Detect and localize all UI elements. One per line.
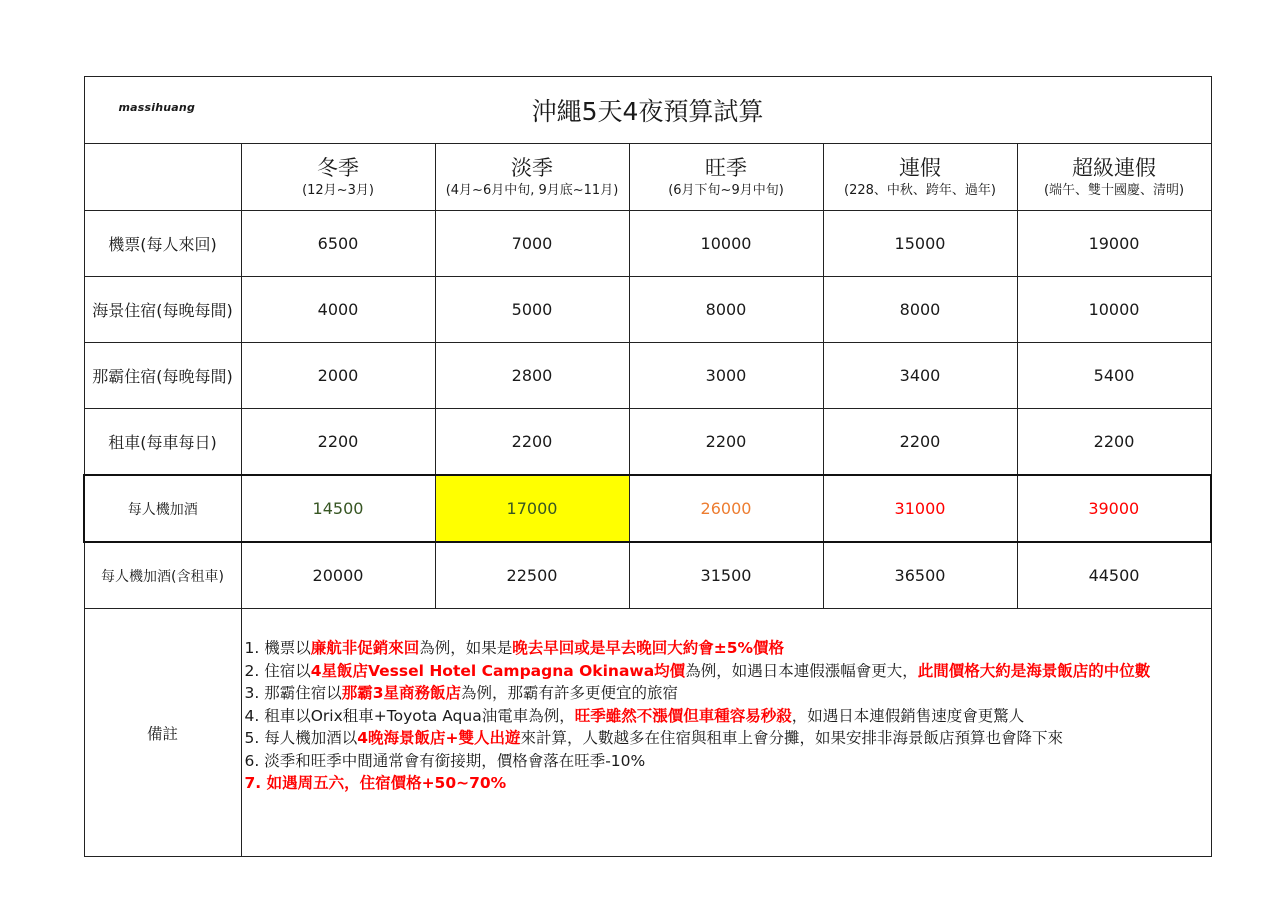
table-row [84,542,1211,609]
table-cell: 4000 [241,277,435,343]
table-cell: 10000 [629,211,823,277]
table-row [84,343,1211,409]
highlight-row [84,475,1211,542]
table-cell: 39000 [1017,475,1211,542]
note-line [245,772,1211,795]
note-line [245,660,1211,683]
note-text: 為例，如果是 [419,639,513,657]
season-header-row [84,144,1211,211]
table-cell: 44500 [1017,542,1211,609]
table-cell: 31000 [823,475,1017,542]
season-name: 超級連假 [1072,156,1157,180]
note-line [245,750,1211,773]
header-empty-cell [84,144,241,211]
note-emphasis: 此間價格大約是海景飯店的中位數 [917,661,1151,680]
table-cell: 2000 [241,343,435,409]
row-label: 每人機加酒 [84,475,241,542]
note-emphasis: 旺季雖然不漲價但車種容易秒殺 [574,706,792,725]
notes-label: 備註 [84,609,241,857]
table-row [84,409,1211,476]
table-cell: 31500 [629,542,823,609]
table-cell: 2200 [1017,409,1211,476]
season-header [241,144,435,211]
notes-row [84,609,1211,857]
table-cell: 3000 [629,343,823,409]
title-cell [84,77,1211,144]
note-text: ，如遇日本連假銷售速度會更驚人 [791,706,1025,725]
note-emphasis: 那霸3星商務飯店 [341,684,462,702]
note-text: 5. 每人機加酒以 [244,729,358,747]
note-text: 6. 淡季和旺季中間通常會有銜接期，價格會落在旺季-10% [244,751,646,770]
table-row [84,277,1211,343]
brand-logo: massihuang [118,101,196,114]
season-header [1017,144,1211,211]
row-label: 海景住宿(每晚每間) [84,277,241,343]
note-text: 3. 那霸住宿以 [244,684,342,702]
table-cell: 14500 [241,475,435,542]
table-cell: 17000 [435,475,629,542]
season-range: (6月下旬~9月中旬) [668,183,784,198]
table-cell: 2800 [435,343,629,409]
note-text: 1. 機票以 [244,639,311,657]
season-header [823,144,1017,211]
note-emphasis: 4晚海景飯店+雙人出遊 [357,729,521,747]
table-cell: 7000 [435,211,629,277]
note-emphasis: 廉航非促銷來回 [310,639,420,657]
table-cell: 26000 [629,475,823,542]
table-cell: 8000 [629,277,823,343]
note-line [245,705,1211,728]
table-cell: 6500 [241,211,435,277]
season-range: (端午、雙十國慶、清明) [1043,183,1185,198]
note-line [245,637,1211,660]
table-cell: 2200 [241,409,435,476]
season-name: 淡季 [511,156,553,180]
notes-cell [241,609,1211,857]
note-emphasis: 晚去早回或是早去晚回大約會±5%價格 [512,639,785,657]
season-name: 連假 [899,156,941,180]
note-emphasis: 4星飯店Vessel Hotel Campagna Okinawa均價 [310,661,686,680]
row-label: 租車(每車每日) [84,409,241,476]
season-range: (4月~6月中旬, 9月底~11月) [445,183,619,198]
page-title: 沖繩5天4夜預算試算 [531,97,764,126]
season-range: (12月~3月) [302,183,374,198]
budget-table [83,76,1212,857]
note-text: 4. 租車以Orix租車+Toyota Aqua油電車為例， [244,706,575,725]
season-header [629,144,823,211]
table-cell: 8000 [823,277,1017,343]
table-cell: 10000 [1017,277,1211,343]
note-line [245,727,1211,750]
table-cell: 2200 [823,409,1017,476]
table-cell: 20000 [241,542,435,609]
row-label: 那霸住宿(每晚每間) [84,343,241,409]
table-cell: 22500 [435,542,629,609]
season-name: 冬季 [317,156,359,180]
note-text: 為例，如遇日本連假漲幅會更大， [685,661,918,680]
row-label: 每人機加酒(含租車) [84,542,241,609]
table-cell: 3400 [823,343,1017,409]
season-name: 旺季 [705,156,747,180]
note-emphasis: 7. 如遇周五六，住宿價格+50~70% [244,774,507,792]
table-cell: 19000 [1017,211,1211,277]
season-header [435,144,629,211]
note-text: 2. 住宿以 [244,661,311,680]
row-label: 機票(每人來回) [84,211,241,277]
table-cell: 5000 [435,277,629,343]
note-line [245,682,1211,705]
table-cell: 2200 [435,409,629,476]
note-text: 為例，那霸有許多更便宜的旅宿 [461,684,679,702]
table-cell: 5400 [1017,343,1211,409]
table-cell: 36500 [823,542,1017,609]
note-text: 來計算，人數越多在住宿與租車上會分攤，如果安排非海景飯店預算也會降下來 [520,729,1064,747]
table-row [84,211,1211,277]
season-range: (228、中秋、跨年、過年) [844,183,996,198]
table-cell: 15000 [823,211,1017,277]
table-cell: 2200 [629,409,823,476]
title-row [84,77,1211,144]
